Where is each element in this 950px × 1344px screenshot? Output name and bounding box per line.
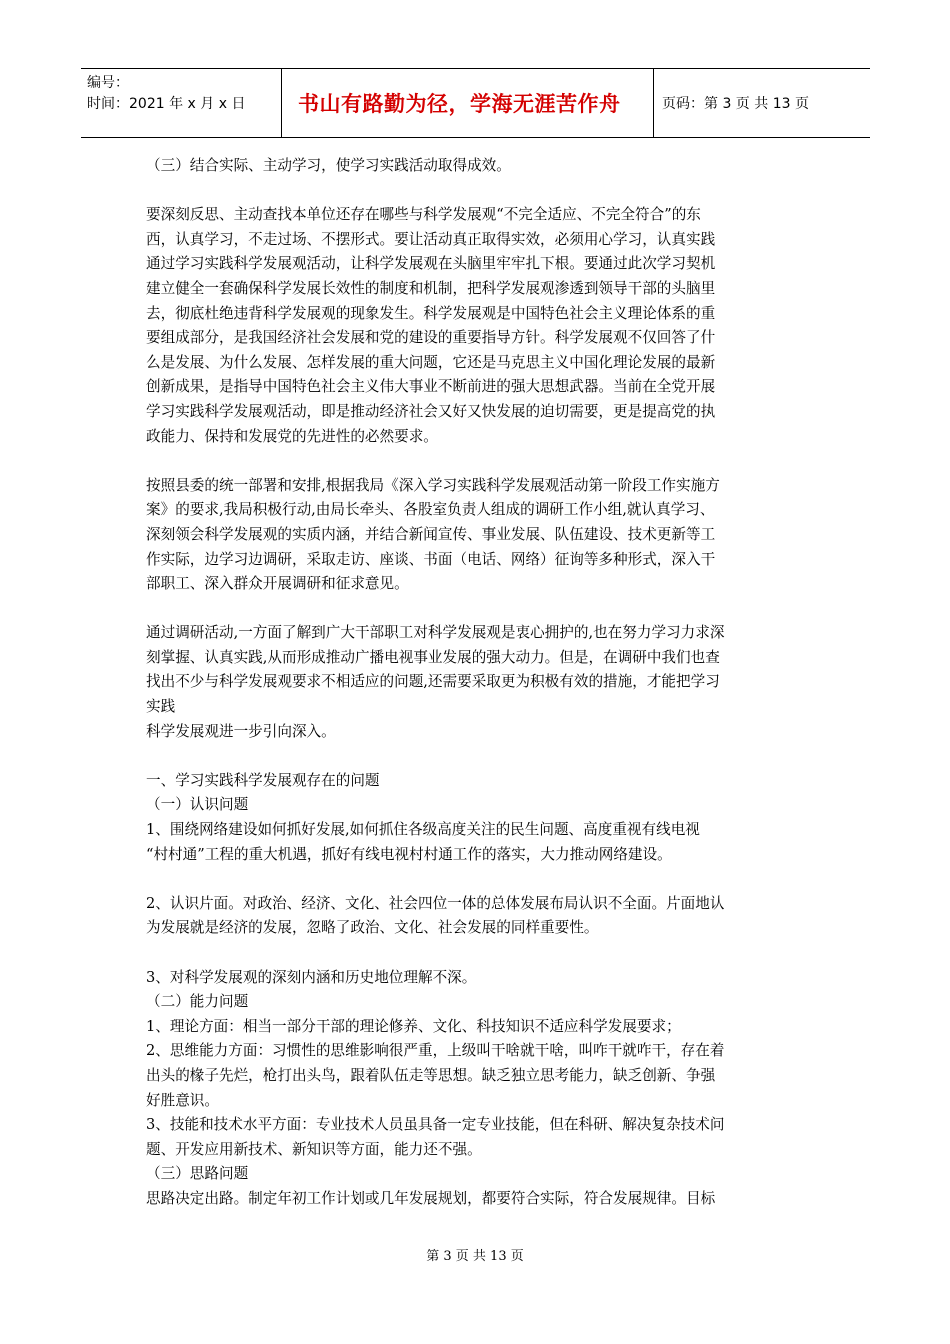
paragraph	[146, 966, 806, 1212]
motto: 书山有路勤为径，学海无涯苦作舟	[298, 92, 621, 116]
header-meta	[81, 69, 281, 137]
text-line: 3、对科学发展观的深刻内涵和历史地位理解不深。	[146, 968, 477, 986]
text-line: 学习实践科学发展观活动，即是推动经济社会又好又快发展的迫切需要，更是提高党的执	[146, 402, 716, 420]
text-line: “村村通”工程的重大机遇，抓好有线电视村村通工作的落实，大力推动网络建设。	[146, 845, 672, 863]
text-line: 题、开发应用新技术、新知识等方面，能力还不强。	[146, 1140, 482, 1158]
text-line: 为发展就是经济的发展，忽略了政治、文化、社会发展的同样重要性。	[146, 919, 599, 937]
text-line: 通过学习实践科学发展观活动，让科学发展观在头脑里牢牢扎下根。要通过此次学习契机	[146, 255, 716, 273]
text-line: 3、技能和技术水平方面：专业技术人员虽具备一定专业技能，但在科研、解决复杂技术问	[146, 1116, 725, 1134]
text-line: 思路决定出路。制定年初工作计划或几年发展规划，都要符合实际，符合发展规律。目标	[146, 1189, 716, 1207]
footer-page-number: 第 3 页 共 13 页	[426, 1249, 524, 1264]
paragraph-gap	[146, 867, 806, 892]
text-line: 政能力、保持和发展党的先进性的必然要求。	[146, 427, 438, 445]
paragraph	[146, 892, 806, 941]
text-line: 出头的椽子先烂，枪打出头鸟，跟着队伍走等思想。缺乏独立思考能力，缺乏创新、争强	[146, 1066, 716, 1084]
header-motto-cell	[281, 69, 654, 137]
text-line: 要组成部分，是我国经济社会发展和党的建设的重要指导方针。科学发展观不仅回答了什	[146, 329, 716, 347]
text-line: 案》的要求,我局积极行动,由局长牵头、各股室负责人组成的调研工作小组,就认真学习、	[146, 501, 715, 519]
text-line: 刻掌握、认真实践,从而形成推动广播电视事业发展的强大动力。但是，在调研中我们也查	[146, 648, 720, 666]
text-line: 好胜意识。	[146, 1091, 219, 1109]
text-line: 深刻领会科学发展观的实质内涵，并结合新闻宣传、事业发展、队伍建设、技术更新等工	[146, 525, 716, 543]
text-line: 建立健全一套确保科学发展长效性的制度和机制，把科学发展观渗透到领导干部的头脑里	[146, 279, 716, 297]
paragraph-gap	[146, 449, 806, 474]
document-body	[146, 154, 806, 1212]
page-footer	[0, 1245, 950, 1264]
text-line: 1、理论方面：相当一部分干部的理论修养、文化、科技知识不适应科学发展要求；	[146, 1017, 681, 1035]
number-label: 编号：	[87, 75, 129, 91]
text-line: 2、认识片面。对政治、经济、文化、社会四位一体的总体发展布局认识不全面。片面地认	[146, 894, 725, 912]
text-line: 要深刻反思、主动查找本单位还存在哪些与科学发展观“不完全适应、不完全符合”的东	[146, 206, 701, 224]
text-line: 么是发展、为什么发展、怎样发展的重大问题，它还是马克思主义中国化理论发展的最新	[146, 353, 716, 371]
paragraph-gap	[146, 941, 806, 966]
paragraph	[146, 154, 806, 179]
text-line: （二）能力问题	[146, 993, 249, 1011]
text-line: 实践	[146, 698, 176, 716]
page-header	[81, 68, 870, 138]
paragraph-gap	[146, 597, 806, 622]
paragraph-gap	[146, 744, 806, 769]
header-page-cell	[654, 69, 870, 137]
text-line: （三）结合实际、主动学习，使学习实践活动取得成效。	[146, 157, 511, 174]
text-line: 2、思维能力方面：习惯性的思维影响很严重，上级叫干啥就干啥，叫咋干就咋干，存在着	[146, 1042, 725, 1060]
text-line: 西，认真学习，不走过场、不摆形式。要让活动真正取得实效，必须用心学习，认真实践	[146, 230, 716, 248]
text-line: 按照县委的统一部署和安排,根据我局《深入学习实践科学发展观活动第一阶段工作实施方	[146, 476, 720, 494]
text-line: 创新成果，是指导中国特色社会主义伟大事业不断前进的强大思想武器。当前在全党开展	[146, 378, 716, 396]
text-line: 找出不少与科学发展观要求不相适应的问题,还需要采取更为积极有效的措施，才能把学习	[146, 673, 720, 691]
text-line: 科学发展观进一步引向深入。	[146, 722, 336, 740]
page-info: 页码：第 3 页 共 13 页	[662, 96, 809, 112]
text-line: （一）认识问题	[146, 796, 249, 814]
text-line: 1、围绕网络建设如何抓好发展,如何抓住各级高度关注的民生问题、高度重视有线电视	[146, 821, 700, 839]
text-line: 一、学习实践科学发展观存在的问题	[146, 771, 380, 789]
text-line: 通过调研活动,一方面了解到广大干部职工对科学发展观是衷心拥护的,也在努力学习力求深	[146, 624, 725, 642]
text-line: 作实际，边学习边调研，采取走访、座谈、书面（电话、网络）征询等多种形式，深入干	[146, 550, 716, 568]
text-line: 部职工、深入群众开展调研和征求意见。	[146, 575, 409, 593]
text-line: （三）思路问题	[146, 1165, 249, 1183]
paragraph	[146, 474, 806, 597]
paragraph	[146, 769, 806, 867]
paragraph	[146, 203, 806, 449]
paragraph-gap	[146, 179, 806, 204]
text-line: 去，彻底杜绝违背科学发展观的现象发生。科学发展观是中国特色社会主义理论体系的重	[146, 304, 716, 322]
date-label: 时间：2021 年 x 月 x 日	[87, 96, 246, 112]
paragraph	[146, 621, 806, 744]
